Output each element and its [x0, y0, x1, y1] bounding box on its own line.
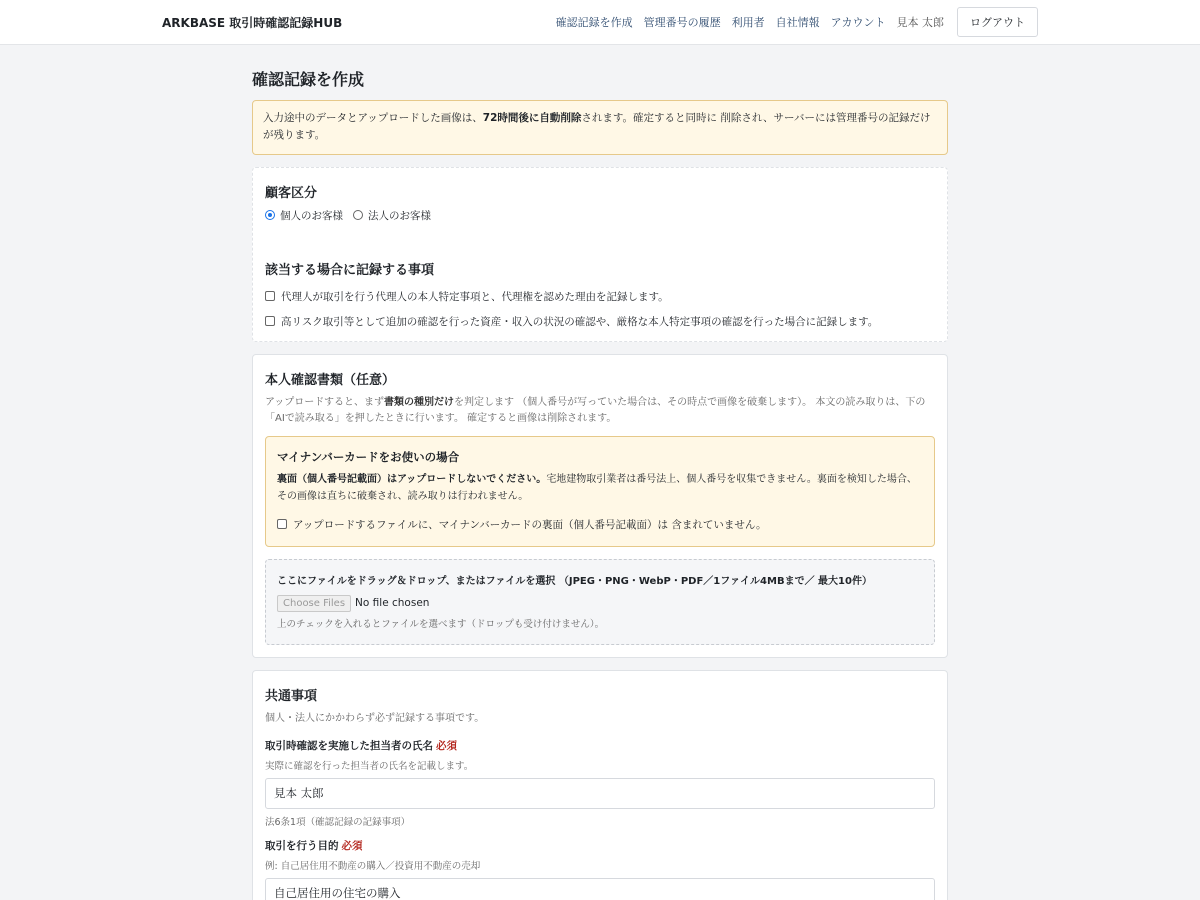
common-title: 共通事項 — [265, 689, 318, 705]
top-nav — [556, 7, 1038, 37]
mynumber-warning-title: マイナンバーカードをお使いの場合 — [277, 449, 460, 464]
notice-text-post: されます。確定すると同時に 削除され、サーバーには管理番号の記録だけが残ります。 — [263, 112, 931, 142]
staff-name-input[interactable] — [265, 778, 935, 809]
mynumber-warning-box — [265, 436, 935, 547]
id-docs-title: 本人確認書類（任意） — [265, 372, 396, 388]
check-high-risk[interactable] — [265, 314, 935, 329]
customer-type-options — [265, 208, 935, 223]
radio-corporate[interactable] — [353, 208, 431, 223]
page-title: 確認記録を作成 — [252, 70, 365, 89]
id-docs-desc-post: を判定します （個人番号が写っていた場合は、その時点で画像を破棄します）。 本文の読み取りは、下の「AIで読み取る」を押したときに行います。 確定すると画像は削除されます。 — [265, 396, 926, 425]
required-badge: 必須 — [341, 839, 363, 852]
auto-delete-notice — [252, 100, 948, 155]
drop-zone-hint: 上のチェックを入れるとファイルを選べます（ドロップも受け付けません）。 — [277, 618, 605, 630]
staff-name-label-text: 取引時確認を実施した担当者の氏名 — [265, 739, 433, 752]
customer-section — [252, 167, 948, 342]
required-badge: 必須 — [436, 739, 457, 752]
choose-files-button[interactable]: Choose Files — [277, 595, 351, 612]
current-user-name: 見本 太郎 — [896, 16, 944, 29]
id-docs-section — [252, 354, 948, 659]
staff-name-law-note: 法6条1項（確認記録の記録事項） — [265, 816, 411, 828]
nav-company-info[interactable]: 自社情報 — [775, 16, 820, 29]
purpose-label — [265, 838, 935, 853]
top-header — [0, 0, 1200, 45]
staff-name-label — [265, 738, 935, 753]
brand-title[interactable]: ARKBASE 取引時確認記録HUB — [162, 15, 343, 30]
notice-text-bold: 72時間後に自動削除 — [482, 112, 582, 124]
radio-individual[interactable] — [265, 208, 343, 223]
file-drop-zone[interactable] — [265, 559, 935, 646]
checkbox-icon[interactable] — [277, 519, 287, 529]
checkbox-icon[interactable] — [265, 291, 275, 301]
purpose-label-text: 取引を行う目的 — [265, 839, 339, 852]
mynumber-warning-text — [277, 471, 923, 505]
check-high-risk-label: 高リスク取引等として追加の確認を行った資産・収入の状況の確認や、厳格な本人特定事項の確認を行った場合に記録します。 — [281, 315, 879, 328]
common-desc: 個人・法人にかかわらず必ず記録する事項です。 — [265, 713, 485, 725]
radio-corporate-label: 法人のお客様 — [368, 209, 431, 222]
staff-name-hint: 実際に確認を行った担当者の氏名を記載します。 — [265, 760, 474, 772]
radio-checked-icon[interactable] — [265, 210, 275, 220]
mynumber-warning-bold: 裏面（個人番号記載面）はアップロードしないでください。 — [277, 473, 547, 485]
purpose-input[interactable] — [265, 878, 935, 900]
purpose-hint: 例: 自己居住用不動産の購入／投資用不動産の売却 — [265, 860, 481, 872]
drop-zone-heading: ここにファイルをドラッグ＆ドロップ、またはファイルを選択 （JPEG・PNG・WebP・PDF／1ファイル4MBまで／ 最大10件） — [277, 575, 872, 587]
id-docs-desc-pre: アップロードすると、まず — [265, 396, 384, 408]
nav-history[interactable]: 管理番号の履歴 — [643, 16, 721, 29]
id-docs-desc — [265, 395, 935, 428]
check-agent-label: 代理人が取引を行う代理人の本人特定事項と、代理権を認めた理由を記録します。 — [281, 290, 669, 303]
file-input[interactable] — [277, 595, 923, 612]
id-docs-desc-bold: 書類の種別だけ — [384, 396, 454, 408]
logout-button[interactable]: ログアウト — [957, 7, 1038, 37]
nav-users[interactable]: 利用者 — [731, 16, 765, 29]
extra-items-title: 該当する場合に記録する事項 — [265, 262, 435, 278]
checkbox-icon[interactable] — [265, 316, 275, 326]
mynumber-warning-body: 宅地建物取引業者は番号法上、個人番号を収集できません。裏面を検知した場合、 その画像は直ちに破棄され、読み取りは行われません。 — [277, 473, 917, 502]
radio-unchecked-icon[interactable] — [353, 210, 363, 220]
check-no-mynumber-back-label: アップロードするファイルに、マイナンバーカードの裏面（個人番号記載面）は 含まれていません。 — [293, 518, 767, 531]
nav-account[interactable]: アカウント — [830, 16, 886, 29]
nav-create-record[interactable]: 確認記録を作成 — [555, 16, 633, 29]
check-no-mynumber-back[interactable] — [277, 517, 923, 532]
common-section — [252, 670, 948, 900]
notice-text-pre: 入力途中のデータとアップロードした画像は、 — [263, 112, 483, 124]
radio-individual-label: 個人のお客様 — [280, 209, 343, 222]
check-agent[interactable] — [265, 289, 935, 304]
customer-type-title: 顧客区分 — [265, 185, 318, 201]
no-file-text: No file chosen — [355, 597, 430, 610]
main-content — [252, 45, 948, 900]
